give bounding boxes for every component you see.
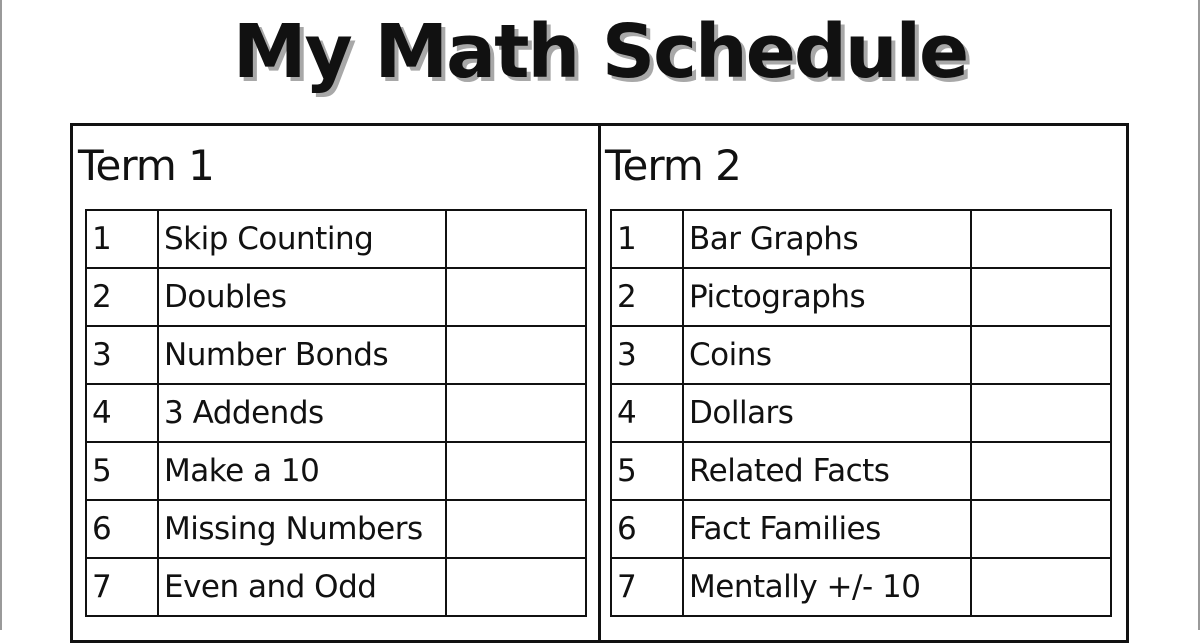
row-number: 4 bbox=[611, 384, 683, 442]
row-number: 7 bbox=[86, 558, 158, 616]
term-1-table bbox=[85, 209, 587, 617]
row-topic: 3 Addends bbox=[158, 384, 446, 442]
check-cell[interactable] bbox=[971, 268, 1111, 326]
row-number: 2 bbox=[86, 268, 158, 326]
table-row bbox=[86, 210, 586, 268]
row-topic: Bar Graphs bbox=[683, 210, 971, 268]
row-topic: Related Facts bbox=[683, 442, 971, 500]
check-cell[interactable] bbox=[446, 268, 586, 326]
table-row bbox=[86, 384, 586, 442]
row-topic: Pictographs bbox=[683, 268, 971, 326]
row-topic: Even and Odd bbox=[158, 558, 446, 616]
row-topic: Number Bonds bbox=[158, 326, 446, 384]
table-row bbox=[86, 558, 586, 616]
check-cell[interactable] bbox=[446, 384, 586, 442]
check-cell[interactable] bbox=[971, 326, 1111, 384]
row-number: 2 bbox=[611, 268, 683, 326]
check-cell[interactable] bbox=[971, 384, 1111, 442]
table-row bbox=[611, 268, 1111, 326]
check-cell[interactable] bbox=[971, 500, 1111, 558]
table-row bbox=[611, 500, 1111, 558]
table-row bbox=[86, 326, 586, 384]
row-topic: Coins bbox=[683, 326, 971, 384]
row-number: 4 bbox=[86, 384, 158, 442]
table-row bbox=[86, 442, 586, 500]
table-row bbox=[611, 326, 1111, 384]
check-cell[interactable] bbox=[446, 326, 586, 384]
term-divider bbox=[598, 123, 601, 643]
check-cell[interactable] bbox=[446, 442, 586, 500]
check-cell[interactable] bbox=[446, 500, 586, 558]
check-cell[interactable] bbox=[971, 442, 1111, 500]
term-2-heading: Term 2 bbox=[605, 141, 741, 190]
row-topic: Missing Numbers bbox=[158, 500, 446, 558]
row-topic: Fact Families bbox=[683, 500, 971, 558]
row-topic: Skip Counting bbox=[158, 210, 446, 268]
row-number: 1 bbox=[86, 210, 158, 268]
row-number: 6 bbox=[86, 500, 158, 558]
row-number: 7 bbox=[611, 558, 683, 616]
row-topic: Doubles bbox=[158, 268, 446, 326]
check-cell[interactable] bbox=[971, 558, 1111, 616]
table-row bbox=[611, 442, 1111, 500]
row-number: 5 bbox=[86, 442, 158, 500]
row-topic: Make a 10 bbox=[158, 442, 446, 500]
check-cell[interactable] bbox=[971, 210, 1111, 268]
table-row bbox=[86, 268, 586, 326]
term-1-heading: Term 1 bbox=[78, 141, 214, 190]
check-cell[interactable] bbox=[446, 558, 586, 616]
row-number: 3 bbox=[611, 326, 683, 384]
table-row bbox=[611, 210, 1111, 268]
check-cell[interactable] bbox=[446, 210, 586, 268]
row-number: 3 bbox=[86, 326, 158, 384]
row-topic: Mentally +/- 10 bbox=[683, 558, 971, 616]
row-number: 6 bbox=[611, 500, 683, 558]
table-row bbox=[611, 558, 1111, 616]
table-row bbox=[86, 500, 586, 558]
table-row bbox=[611, 384, 1111, 442]
row-number: 5 bbox=[611, 442, 683, 500]
page-title: My Math Schedule bbox=[232, 9, 968, 95]
row-topic: Dollars bbox=[683, 384, 971, 442]
term-2-table bbox=[610, 209, 1112, 617]
row-number: 1 bbox=[611, 210, 683, 268]
